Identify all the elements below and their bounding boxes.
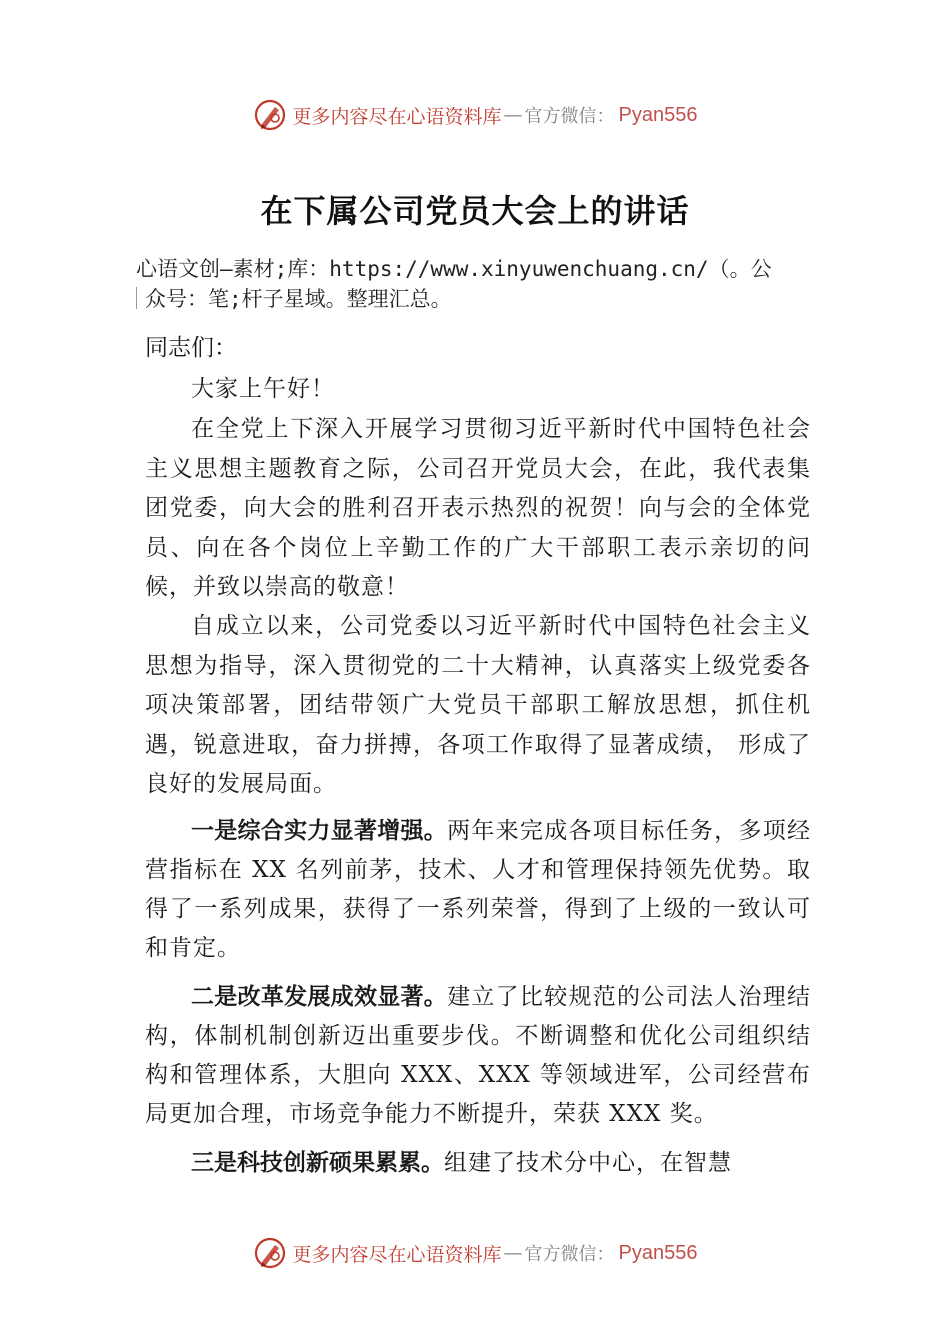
paragraph-lead: 三是科技创新硕果累累。	[191, 1150, 444, 1176]
banner-separator: —	[503, 104, 523, 126]
pen-logo-icon	[253, 98, 287, 132]
pen-logo-icon	[253, 1236, 287, 1270]
paragraph	[145, 410, 811, 608]
paragraph	[145, 607, 811, 805]
paragraph-text: 大家上午好！	[191, 376, 335, 402]
banner-wechat-id: Pyan556	[618, 103, 698, 126]
paragraph-text: 自成立以来，公司党委以习近平新时代中国特色社会主义思想为指导，深入贯彻党的二十大精神，认真落实上级党委各项决策部署，团结带领广大党员干部职工解放思想，抓住机遇，锐意进取，奋力拼搏，各项工作取得了显著成绩， 形成了良好的发展局面。	[145, 613, 811, 797]
banner-wechat-id: Pyan556	[618, 1241, 698, 1264]
banner-separator: —	[503, 1242, 523, 1264]
source-line-1: 心语文创—素材;库：https://www.xinyuwenchuang.cn/（。公	[136, 257, 772, 281]
banner-wechat-label: 官方微信：	[524, 1244, 615, 1265]
paragraph-lead: 一是综合实力显著增强。	[191, 818, 448, 844]
source-line-2: 众号：笔;杆子星域。整理汇总。	[145, 287, 452, 311]
document-title: 在下属公司党员大会上的讲话	[260, 192, 690, 230]
paragraph-lead: 二是改革发展成效显著。	[191, 984, 448, 1010]
text-cursor-mark	[136, 287, 137, 309]
paragraph-text: 组建了技术分中心，在智慧	[444, 1150, 732, 1176]
source-note	[136, 254, 846, 314]
banner-wechat-label: 官方微信：	[524, 106, 615, 127]
paragraph-text: 建立了比较规范的公司法人治理结构，体制机制创新迈出重要步伐。不断调整和优化公司组织结构和管理体系，大胆向 XXX、XXX 等领域进军，公司经营布局更加合理，市场竞争能力不断提升，荣获 XXX 奖。	[145, 984, 812, 1127]
paragraph-text: 两年来完成各项目标任务，多项经营指标在 XX 名列前茅，技术、人才和管理保持领先优势。取得了一系列成果，获得了一系列荣誉，得到了上级的一致认可和肯定。	[145, 818, 812, 961]
paragraph	[145, 978, 811, 1134]
greeting: 同志们：	[145, 335, 237, 361]
banner-text: 更多内容尽在心语资料库	[292, 1243, 502, 1266]
source-line-2-wrap	[136, 284, 846, 314]
header-banner	[0, 95, 950, 135]
paragraph	[145, 1144, 811, 1184]
paragraph-text: 在全党上下深入开展学习贯彻习近平新时代中国特色社会主义思想主题教育之际，公司召开党员大会，在此，我代表集团党委，向大会的胜利召开表示热烈的祝贺！向与会的全体党员、向在各个岗位上辛勤工作的广大干部职工表示亲切的问候，并致以崇高的敬意！	[145, 416, 811, 600]
banner-text: 更多内容尽在心语资料库	[292, 105, 502, 128]
paragraph	[145, 812, 811, 968]
paragraph	[145, 370, 811, 410]
footer-banner	[0, 1233, 950, 1273]
